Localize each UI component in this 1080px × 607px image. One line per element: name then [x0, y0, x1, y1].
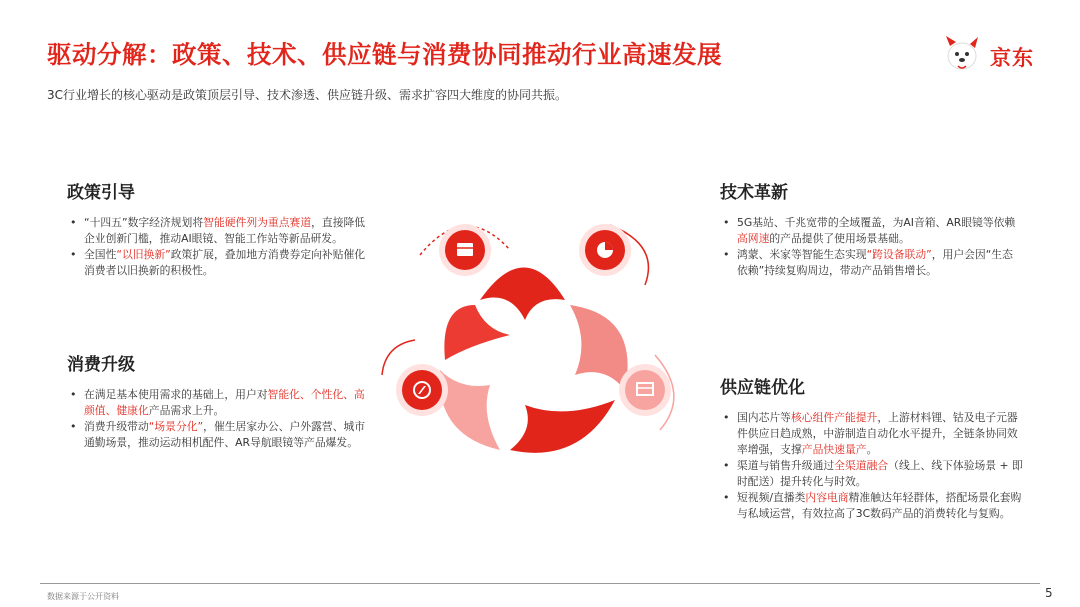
data-source-note: 数据来源于公开资料: [47, 592, 119, 601]
list-item: • 鸿蒙、米家等智能生态实现“跨设备联动”，用户会因“生态依赖”持续复购周边，带动产品销售增长。: [720, 247, 1020, 279]
page-subtitle: 3C行业增长的核心驱动是政策顶层引导、技术渗透、供应链升级、需求扩容四大维度的协同共振。: [47, 88, 568, 102]
list-item: • 短视频/直播类内容电商精准触达年轻群体，搭配场景化套购与私域运营，有效拉高了3C数码产品的消费转化与复购。: [720, 490, 1025, 522]
consumer-heading: 消费升级: [67, 355, 135, 375]
tech-section: [720, 178, 1020, 279]
list-item: • 在满足基本使用需求的基础上，用户对智能化、个性化、高颜值、健康化产品需求上升。: [67, 387, 372, 419]
list-item: • “十四五”数字经济规划将智能硬件列为重点赛道，直接降低企业创新门槛，推动AI眼镜、智能工作站等新品研发。: [67, 215, 372, 247]
compass-icon: [396, 364, 448, 416]
driver-cycle-diagram: [360, 205, 690, 495]
star-arc-upper-left: [444, 305, 510, 360]
list-item: • 5G基站、千兆宽带的全域覆盖，为AI音箱、AR眼镜等依赖高网速的产品提供了使用场景基础。: [720, 215, 1020, 247]
policy-list: [67, 215, 372, 279]
supply-list: [720, 410, 1025, 522]
page-number: 5: [1045, 586, 1053, 600]
page-title: 驱动分解：政策、技术、供应链与消费协同推动行业高速发展: [47, 40, 722, 69]
consumer-list: [67, 387, 372, 451]
star-arc-bottom: [510, 400, 615, 453]
tech-heading: 技术革新: [720, 183, 788, 203]
tech-list: [720, 215, 1020, 279]
star-arc-top: [480, 268, 565, 321]
star-arc-right: [570, 305, 628, 390]
jd-logo: 京东: [990, 46, 1034, 70]
list-item: • 全国性“以旧换新”政策扩展，叠加地方消费券定向补贴催化消费者以旧换新的积极性。: [67, 247, 372, 279]
star-arc-left: [440, 370, 500, 450]
list-item: • 渠道与销售升级通过全渠道融合（线上、线下体验场景 + 即时配送）提升转化与时效。: [720, 458, 1025, 490]
list-item: • 国内芯片等核心组件产能提升，上游材料锂、钴及电子元器件供应日趋成熟，中游制造自动化水平提升，全链条协同效率增强，支撑产品快速量产。: [720, 410, 1025, 458]
policy-section: [67, 178, 372, 279]
coupon-icon: [619, 364, 671, 416]
consumer-section: [67, 350, 372, 451]
supply-heading: 供应链优化: [720, 378, 805, 398]
policy-heading: 政策引导: [67, 183, 135, 203]
footer-divider: [40, 583, 1040, 584]
pie-chart-icon: [579, 224, 631, 276]
list-item: • 消费升级带动“场景分化”，催生居家办公、户外露营、城市通勤场景，推动运动相机配件、AR导航眼镜等产品爆发。: [67, 419, 372, 451]
box-icon: [439, 224, 491, 276]
supply-section: [720, 373, 1025, 522]
